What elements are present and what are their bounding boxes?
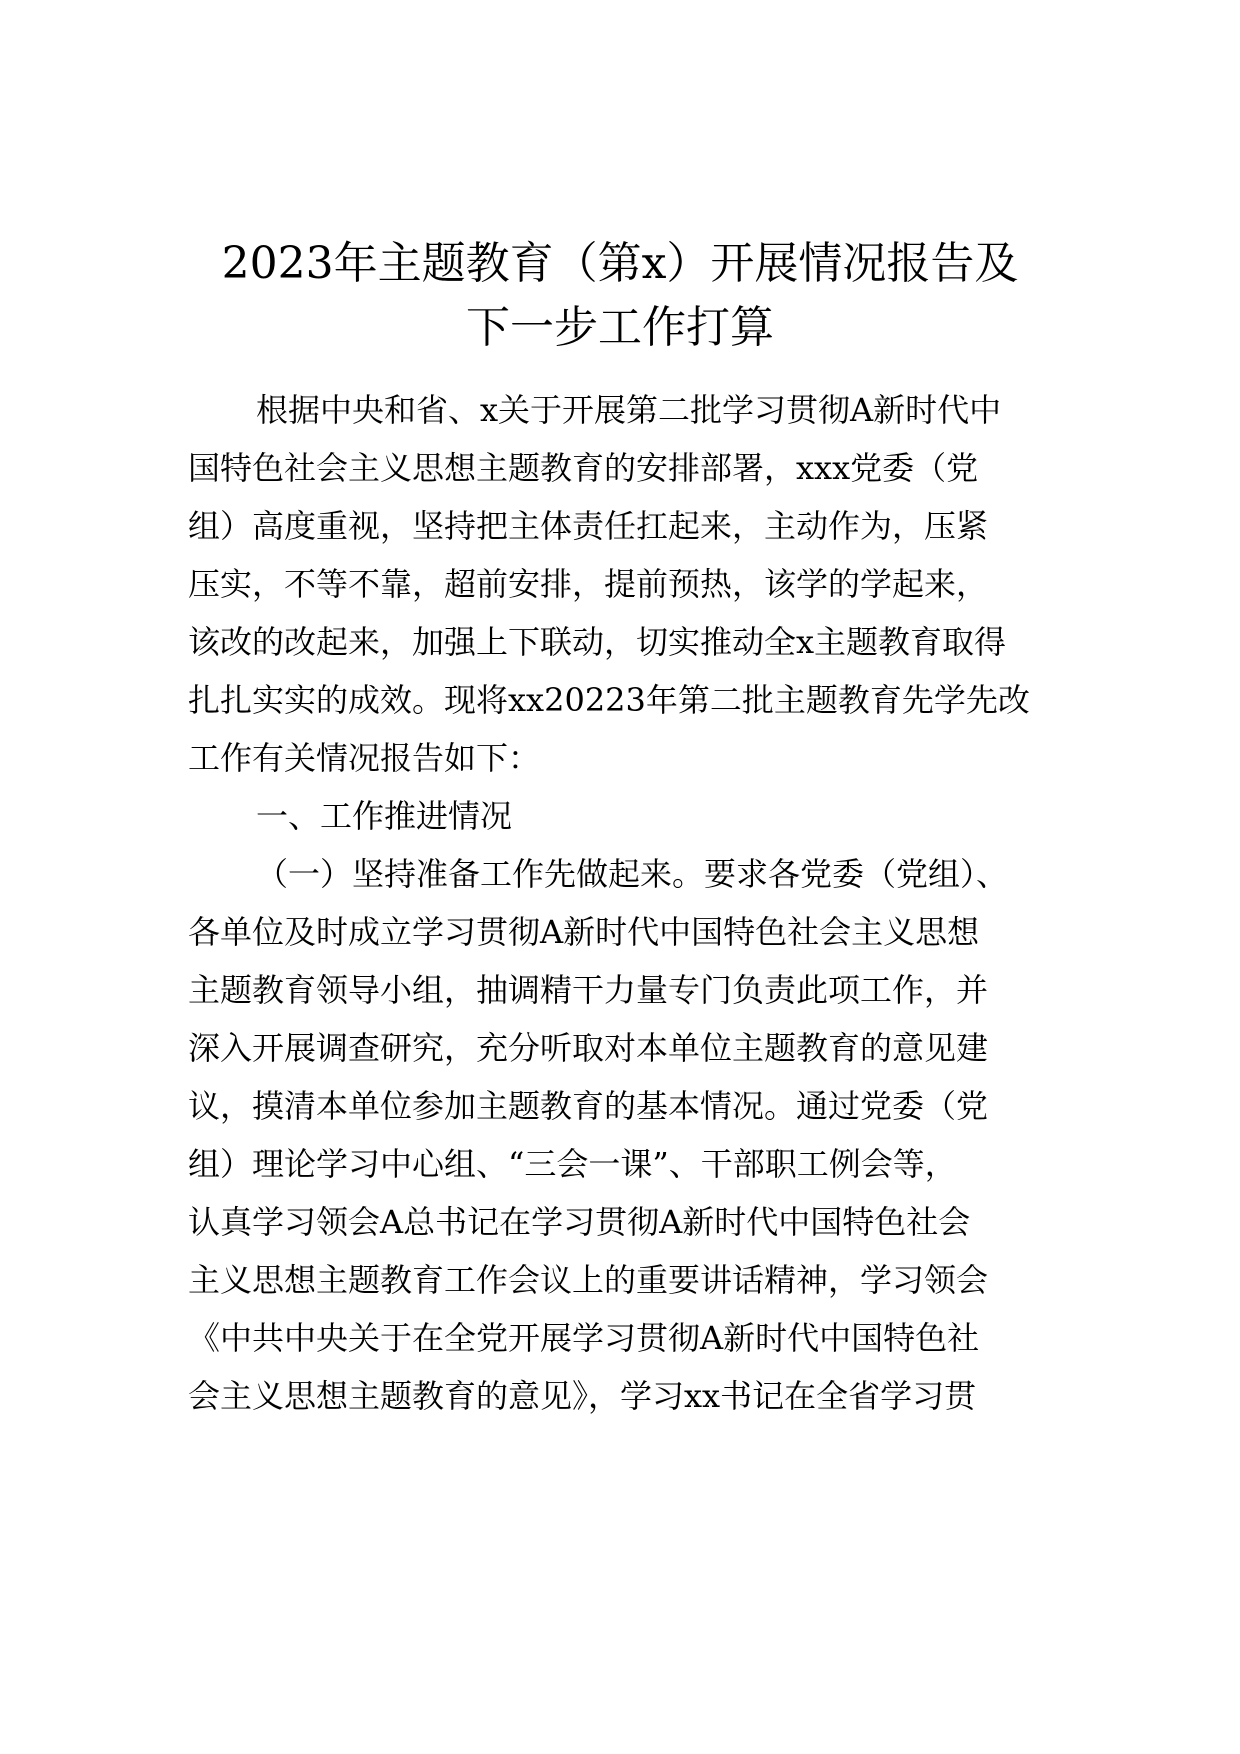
document-title-line-2: 下一步工作打算 <box>466 302 774 353</box>
body-line-10: 各单位及时成立学习贯彻A新时代中国特色社会主义思想 <box>188 913 980 951</box>
body-line-2: 国特色社会主义思想主题教育的安排部署，xxx党委（党 <box>188 449 979 487</box>
body-line-3: 组）高度重视，坚持把主体责任扛起来，主动作为，压紧 <box>188 507 989 545</box>
document-title-line-1: 2023年主题教育（第x）开展情况报告及 <box>221 238 1019 289</box>
body-line-17: 《中共中央关于在全党开展学习贯彻A新时代中国特色社 <box>188 1319 980 1357</box>
section-heading: 一、工作推进情况 <box>256 797 513 835</box>
body-line-16: 主义思想主题教育工作会议上的重要讲话精神，学习领会 <box>188 1261 989 1299</box>
body-line-4: 压实，不等不靠，超前安排，提前预热，该学的学起来， <box>188 565 989 603</box>
body-line-5: 该改的改起来，加强上下联动，切实推动全x主题教育取得 <box>188 623 1007 661</box>
body-line-18: 会主义思想主题教育的意见》，学习xx书记在全省学习贯 <box>188 1377 977 1415</box>
body-line-11: 主题教育领导小组，抽调精干力量专门负责此项工作，并 <box>188 971 989 1009</box>
body-line-13: 议，摸清本单位参加主题教育的基本情况。通过党委（党 <box>188 1087 989 1125</box>
body-line-1: 根据中央和省、x关于开展第二批学习贯彻A新时代中 <box>256 391 1002 429</box>
body-line-14: 组）理论学习中心组、“三会一课”、干部职工例会等， <box>188 1145 957 1183</box>
body-line-9: （一）坚持准备工作先做起来。要求各党委（党组）、 <box>256 855 1009 893</box>
body-line-15: 认真学习领会A总书记在学习贯彻A新时代中国特色社会 <box>188 1203 971 1241</box>
body-line-6: 扎扎实实的成效。现将xx20223年第二批主题教育先学先改 <box>188 681 1030 719</box>
body-line-7: 工作有关情况报告如下： <box>188 739 541 777</box>
body-line-12: 深入开展调查研究，充分听取对本单位主题教育的意见建 <box>188 1029 989 1067</box>
